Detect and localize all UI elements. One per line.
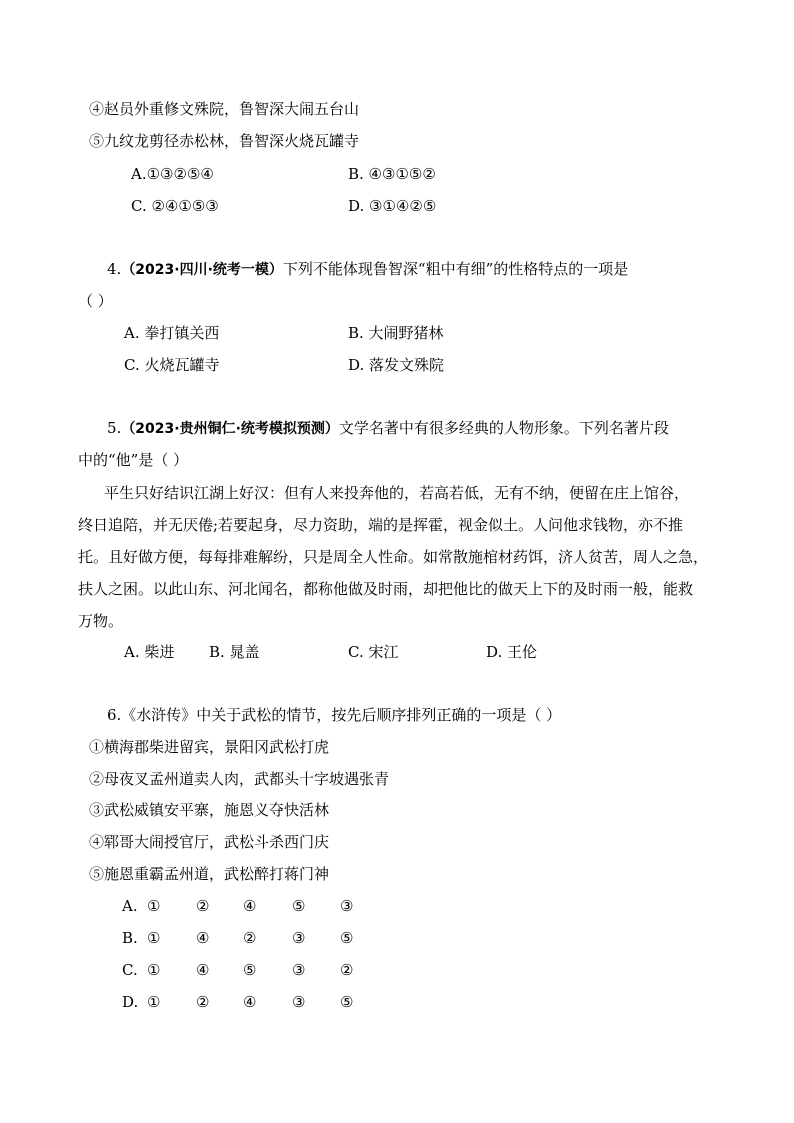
q4-source: （2023·四川·统考一模） (121, 262, 283, 278)
q6-item-1: ①横海郡柴进留宾，景阳冈武松打虎 (89, 738, 330, 756)
q6-option-label: C. (122, 961, 138, 979)
q6-sequence-item: ③ (292, 993, 306, 1011)
q5-passage-line-2: 终日追陪，并无厌倦;若要起身，尽力资助，端的是挥霍，视金似土。人问他求钱物，亦不推 (78, 516, 684, 534)
q6-sequence-item: ② (196, 897, 210, 915)
q6-sequence-item: ⑤ (243, 961, 257, 979)
q6-sequence-item: ① (147, 929, 161, 947)
q5-source: （2023·贵州铜仁·统考模拟预测） (121, 421, 339, 437)
q6-sequence-item: ③ (292, 961, 306, 979)
q5-option-c[interactable]: C. 宋江 (348, 643, 399, 661)
q3-option-a[interactable]: A.①③②⑤④ (131, 165, 214, 183)
q6-item-5: ⑤施恩重霸孟州道，武松醉打蒋门神 (89, 865, 330, 883)
q6-sequence-item: ① (147, 993, 161, 1011)
q6-item-3: ③武松威镇安平寨，施恩义夺快活林 (89, 801, 330, 819)
q6-sequence-item: ④ (196, 929, 210, 947)
q6-sequence-item: ② (196, 993, 210, 1011)
q6-sequence-item: ② (243, 929, 257, 947)
q6-item-2: ②母夜叉孟州道卖人肉，武都头十字坡遇张青 (89, 770, 390, 788)
q6-sequence-item: ④ (243, 897, 257, 915)
q5-stem: 文学名著中有很多经典的人物形象。下列名著片段 (338, 419, 669, 437)
q6-sequence-item: ④ (243, 993, 257, 1011)
q6-sequence-item: ⑤ (292, 897, 306, 915)
q6-sequence-item: ③ (292, 929, 306, 947)
q3-option-d[interactable]: D. ③①④②⑤ (348, 197, 437, 215)
q4-option-b[interactable]: B. 大闹野猪林 (348, 324, 444, 342)
q5-passage-line-1: 平生只好结识江湖上好汉：但有人来投奔他的，若高若低，无有不纳，便留在庄上馆谷， (104, 484, 690, 502)
q5-option-d[interactable]: D. 王伦 (486, 643, 538, 661)
q3-item-4: ④赵员外重修文殊院，鲁智深大闹五台山 (89, 100, 360, 118)
q6-stem: 6.《水浒传》中关于武松的情节，按先后顺序排列正确的一项是（ ） (107, 706, 562, 724)
q5-passage-line-5: 万物。 (78, 612, 124, 630)
q5-stem-line-2: 中的“他”是（ ） (78, 451, 189, 469)
q6-sequence-item: ① (147, 897, 161, 915)
q6-sequence-item: ② (340, 961, 354, 979)
q5-passage-line-3: 托。且好做方便，每每排难解纷，只是周全人性命。如常散施棺材药饵，济人贫苦，周人之急， (78, 548, 709, 566)
q6-option-label: D. (122, 993, 139, 1011)
q3-option-b[interactable]: B. ④③①⑤② (348, 165, 436, 183)
q6-sequence-item: ⑤ (340, 993, 354, 1011)
q4-stem-line (107, 259, 628, 280)
q3-item-5: ⑤九纹龙剪径赤松林，鲁智深火烧瓦罐寺 (89, 132, 360, 150)
q4-option-d[interactable]: D. 落发文殊院 (348, 356, 445, 374)
q5-option-a[interactable]: A. 柴进 (124, 643, 175, 661)
q5-number: 5. (107, 419, 122, 437)
q5-passage-line-4: 扶人之困。以此山东、河北闻名，都称他做及时雨，却把他比的做天上下的及时雨一般，能救 (78, 580, 694, 598)
q6-sequence-item: ① (147, 961, 161, 979)
q6-sequence-item: ④ (196, 961, 210, 979)
q4-number: 4. (107, 260, 122, 278)
q3-option-c[interactable]: C. ②④①⑤③ (131, 197, 219, 215)
q4-answer-blank: （ ） (78, 292, 113, 310)
q4-option-a[interactable]: A. 拳打镇关西 (124, 324, 220, 342)
q6-option-label: B. (122, 929, 138, 947)
q6-item-4: ④郓哥大闹授官厅，武松斗杀西门庆 (89, 833, 330, 851)
q5-option-b[interactable]: B. 晁盖 (209, 643, 260, 661)
q6-sequence-item: ⑤ (340, 929, 354, 947)
q4-option-c[interactable]: C. 火烧瓦罐寺 (124, 356, 220, 374)
q6-option-label: A. (122, 897, 138, 915)
q6-sequence-item: ③ (340, 897, 354, 915)
q4-stem: 下列不能体现鲁智深“粗中有细”的性格特点的一项是 (282, 260, 629, 278)
q5-stem-line (107, 418, 669, 439)
